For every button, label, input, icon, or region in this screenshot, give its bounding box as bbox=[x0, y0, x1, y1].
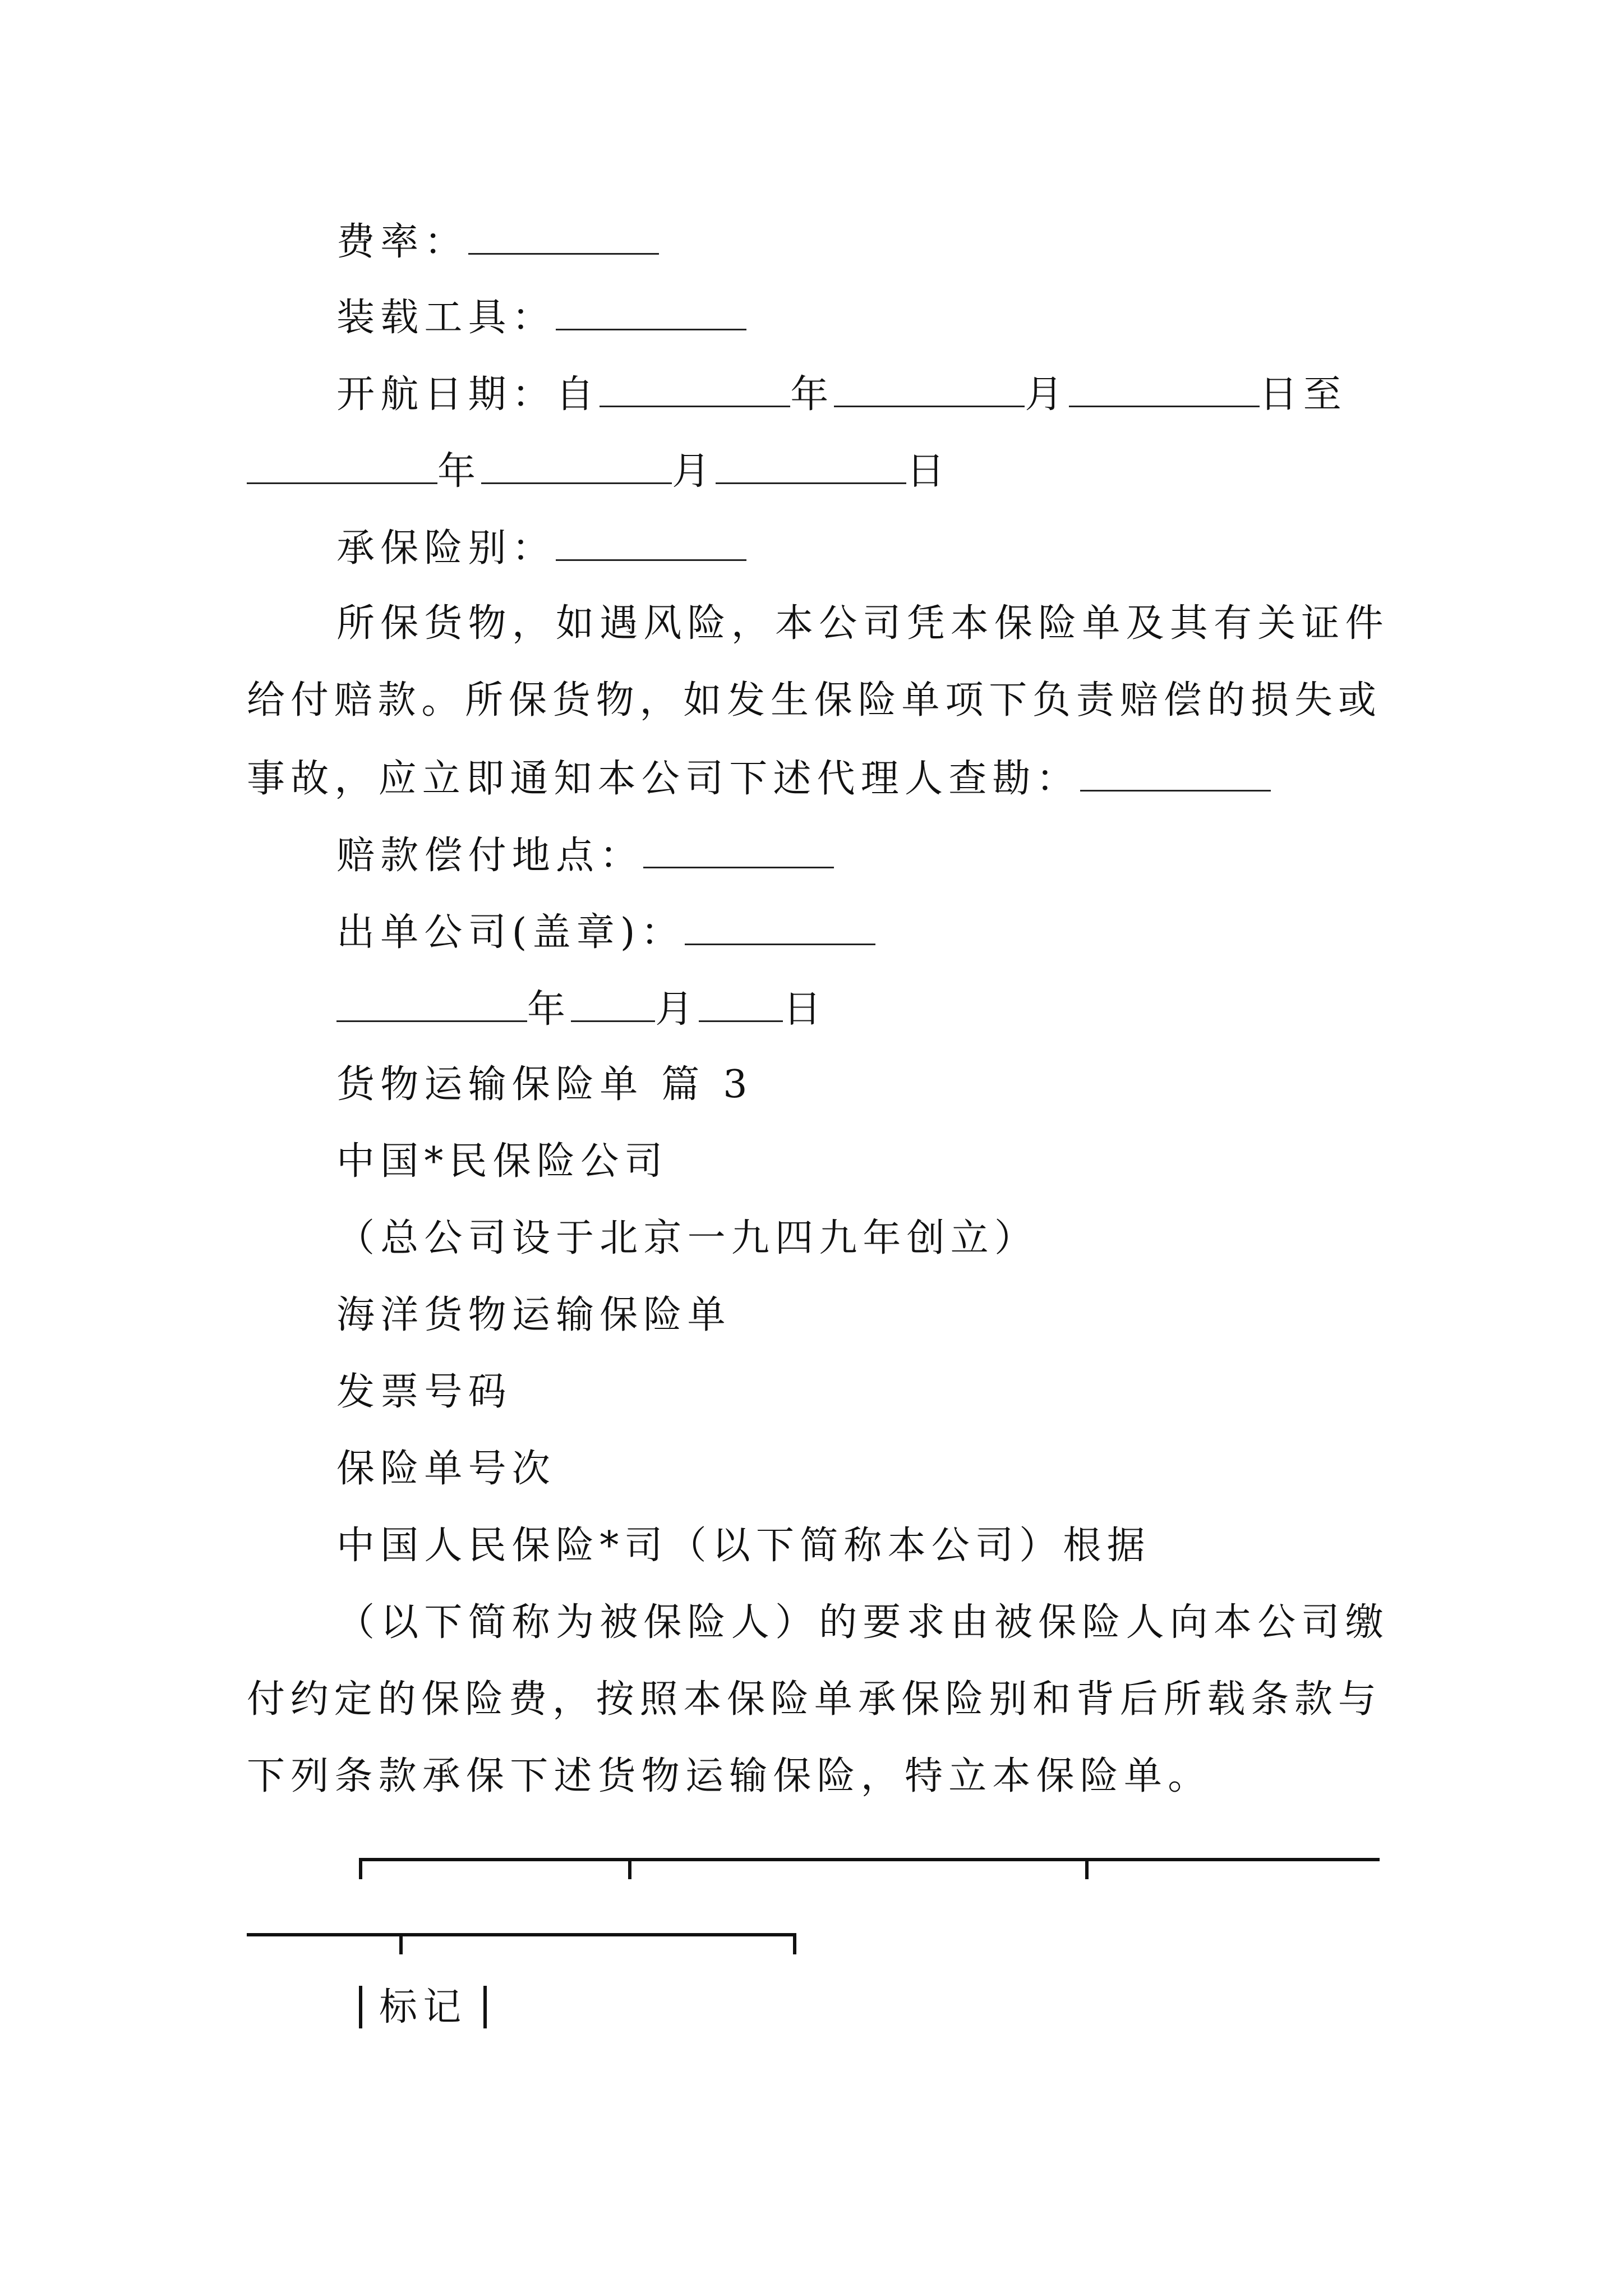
coverage-label: 承保险别： bbox=[336, 526, 556, 570]
year-label: 年 bbox=[527, 987, 571, 1032]
vehicle-blank bbox=[556, 297, 746, 330]
company-name-text: 中国*民保险公司 bbox=[336, 1139, 668, 1184]
day-to-label: 日至 bbox=[1259, 372, 1348, 417]
table-corner-tick bbox=[793, 1933, 796, 1954]
policy-title bbox=[336, 1293, 731, 1337]
sailing-date-end-line bbox=[247, 449, 951, 494]
body-line-3: 付约定的保险费，按照本保险单承保险别和背后所载条款与 bbox=[247, 1677, 1380, 1722]
coverage-line bbox=[336, 528, 746, 568]
body-line-1: 中国人民保险*司（以下简称本公司）根据 bbox=[336, 1524, 1151, 1568]
rate-label: 费率： bbox=[336, 219, 468, 264]
table-tick bbox=[1085, 1858, 1089, 1879]
vehicle-label: 装载工具： bbox=[336, 295, 556, 340]
body-line bbox=[336, 1600, 1389, 1645]
para1-line3: 事故，应立即通知本公司下述代理人查勘： bbox=[247, 756, 1080, 801]
month-label: 月 bbox=[655, 987, 699, 1032]
year-label: 年 bbox=[437, 449, 482, 494]
founded-note-text: （总公司设于北京一九四九年创立） bbox=[336, 1216, 1039, 1260]
mark-label: 标记 bbox=[379, 1985, 467, 2030]
issue-day-blank bbox=[699, 989, 783, 1022]
sailing-year-blank bbox=[600, 374, 790, 407]
paragraph-line bbox=[247, 678, 1380, 723]
section-heading bbox=[336, 1062, 753, 1107]
table-corner-tick bbox=[359, 1858, 362, 1879]
rate-blank bbox=[468, 222, 659, 255]
policy-number-text: 保险单号次 bbox=[336, 1447, 556, 1491]
section-heading-text: 货物运输保险单 篇 3 bbox=[336, 1062, 753, 1107]
agent-blank bbox=[1080, 758, 1271, 792]
sailing-label: 开航日期：自 bbox=[336, 372, 600, 417]
month-label: 月 bbox=[672, 449, 716, 494]
end-month-blank bbox=[481, 451, 672, 484]
body-line-4: 下列条款承保下述货物运输保险，特立本保险单。 bbox=[247, 1754, 1212, 1798]
para1-line1: 所保货物，如遇风险，本公司凭本保险单及其有关证件 bbox=[336, 601, 1389, 646]
table-rule bbox=[359, 1858, 1380, 1861]
sailing-date-line bbox=[336, 372, 1348, 417]
table-tick bbox=[628, 1858, 631, 1879]
body-line bbox=[336, 1524, 1151, 1568]
day-label: 日 bbox=[783, 987, 827, 1032]
para1-line2: 给付赔款。所保货物，如发生保险单项下负责赔偿的损失或 bbox=[247, 678, 1380, 723]
sailing-month-blank bbox=[834, 374, 1025, 407]
claim-place-label: 赔款偿付地点： bbox=[336, 833, 644, 878]
coverage-blank bbox=[556, 528, 746, 561]
table-tick bbox=[399, 1933, 403, 1954]
issue-year-blank bbox=[336, 989, 527, 1022]
table-rule bbox=[247, 1933, 796, 1936]
body-line-2: （以下简称为被保险人）的要求由被保险人向本公司缴 bbox=[336, 1600, 1389, 1645]
sailing-day-blank bbox=[1069, 374, 1260, 407]
day-label: 日 bbox=[906, 449, 951, 494]
claim-place-line bbox=[336, 833, 834, 878]
issue-month-blank bbox=[571, 989, 655, 1022]
issue-date-line bbox=[336, 987, 827, 1032]
end-year-blank bbox=[247, 451, 437, 484]
cell-left-border bbox=[359, 1986, 362, 2028]
body-line bbox=[247, 1677, 1380, 1722]
policy-number-label bbox=[336, 1447, 556, 1491]
founded-note bbox=[336, 1216, 1039, 1260]
cell-right-border bbox=[483, 1986, 487, 2028]
invoice-number-label bbox=[336, 1370, 512, 1414]
policy-title-text: 海洋货物运输保险单 bbox=[336, 1293, 731, 1337]
issuer-blank bbox=[685, 912, 875, 945]
issuer-label: 出单公司(盖章)： bbox=[336, 910, 685, 955]
end-day-blank bbox=[716, 451, 906, 484]
vehicle-line bbox=[336, 295, 746, 340]
body-line bbox=[247, 1754, 1212, 1798]
claim-place-blank bbox=[643, 835, 834, 868]
year-label: 年 bbox=[790, 372, 834, 417]
rate-line bbox=[336, 219, 659, 264]
month-label: 月 bbox=[1025, 372, 1069, 417]
paragraph-line bbox=[336, 601, 1389, 646]
company-name bbox=[336, 1139, 668, 1184]
invoice-number-text: 发票号码 bbox=[336, 1370, 512, 1414]
issuer-line bbox=[336, 910, 875, 955]
paragraph-line bbox=[247, 756, 1271, 801]
